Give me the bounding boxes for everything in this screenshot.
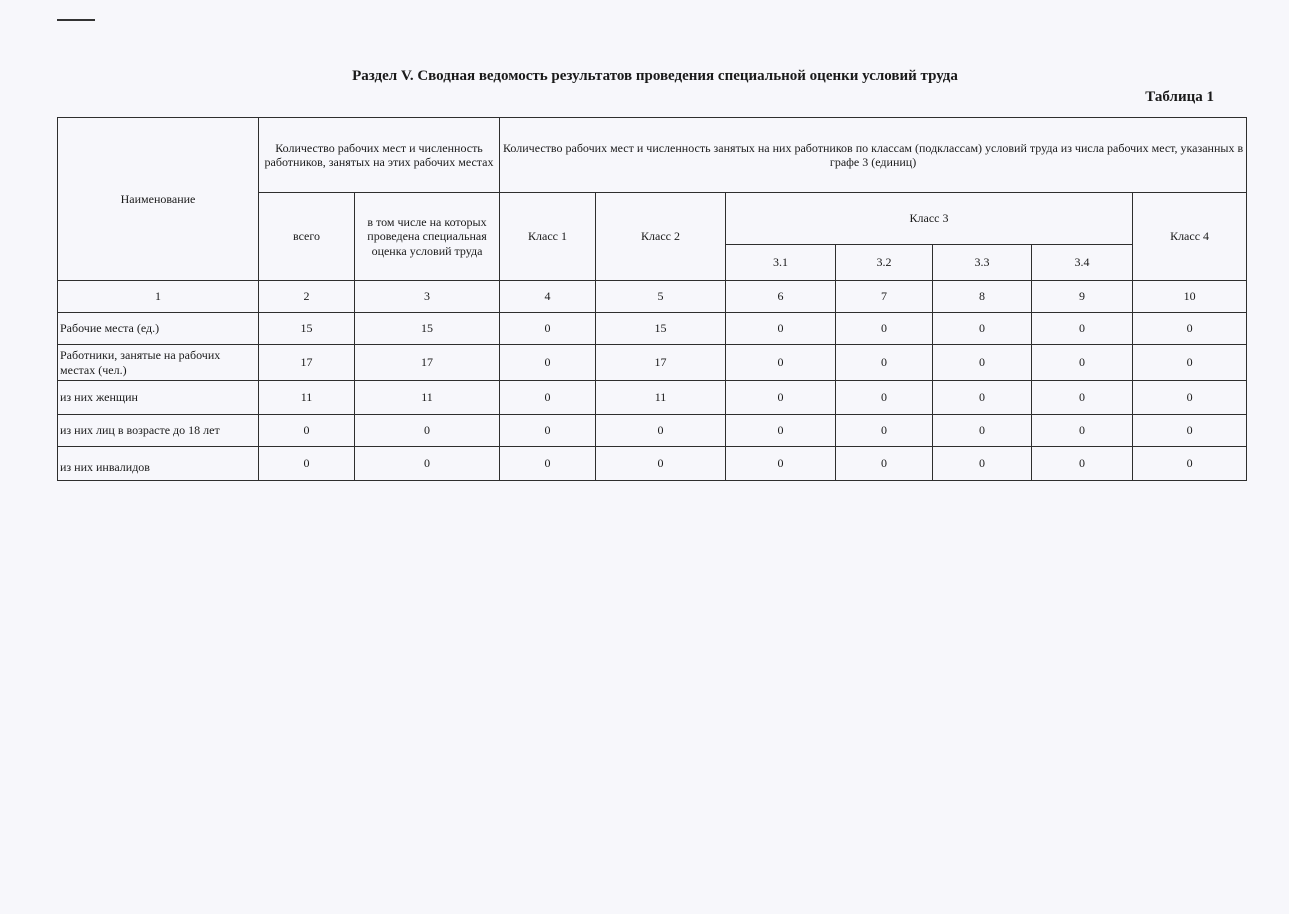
row-name: из них инвалидов: [58, 447, 259, 481]
table-row: [58, 381, 1247, 415]
table-cell: 0: [1133, 415, 1247, 447]
column-number: 9: [1032, 281, 1133, 313]
column-number: 6: [726, 281, 836, 313]
column-number-row: [58, 281, 1247, 313]
header-row-1: [58, 118, 1247, 193]
table-cell: 11: [355, 381, 500, 415]
table-cell: 0: [726, 313, 836, 345]
column-number: 5: [596, 281, 726, 313]
header-name: Наименование: [58, 118, 259, 281]
header-class4: Класс 4: [1133, 193, 1247, 281]
table-cell: 0: [933, 447, 1032, 481]
header-assessed: в том числе на которых проведена специальная оценка условий труда: [355, 193, 500, 281]
table-cell: 0: [1032, 313, 1133, 345]
header-sub-3-4: 3.4: [1032, 245, 1133, 281]
table-row: [58, 313, 1247, 345]
table-cell: 0: [933, 313, 1032, 345]
table-cell: 0: [259, 447, 355, 481]
header-class3: Класс 3: [726, 193, 1133, 245]
document-title: Раздел V. Сводная ведомость результатов проведения специальной оценки условий труда: [352, 68, 958, 84]
table-cell: 0: [1133, 313, 1247, 345]
header-workplaces-group: Количество рабочих мест и численность работников, занятых на этих рабочих местах: [259, 118, 500, 193]
table-cell: 0: [1032, 381, 1133, 415]
table-cell: 0: [500, 345, 596, 381]
header-class2: Класс 2: [596, 193, 726, 281]
table-row: [58, 447, 1247, 481]
table-cell: 0: [726, 345, 836, 381]
table-cell: 0: [500, 415, 596, 447]
row-name: Работники, занятые на рабочих местах (чел.): [58, 345, 259, 381]
table-cell: 0: [500, 447, 596, 481]
table-cell: 17: [596, 345, 726, 381]
table-cell: 0: [836, 313, 933, 345]
table-cell: 0: [933, 381, 1032, 415]
table-cell: 0: [355, 447, 500, 481]
table-cell: 0: [726, 381, 836, 415]
header-sub-3-3: 3.3: [933, 245, 1032, 281]
table-cell: 0: [596, 415, 726, 447]
table-cell: 0: [1032, 415, 1133, 447]
table-cell: 15: [596, 313, 726, 345]
column-number: 8: [933, 281, 1032, 313]
table-cell: 0: [836, 447, 933, 481]
table-cell: 0: [726, 447, 836, 481]
table-cell: 0: [500, 381, 596, 415]
summary-table: [57, 117, 1247, 481]
header-sub-3-2: 3.2: [836, 245, 933, 281]
table-cell: 15: [259, 313, 355, 345]
table-cell: 15: [355, 313, 500, 345]
column-number: 2: [259, 281, 355, 313]
column-number: 3: [355, 281, 500, 313]
header-total: всего: [259, 193, 355, 281]
table-cell: 11: [259, 381, 355, 415]
table-cell: 0: [500, 313, 596, 345]
table-cell: 0: [355, 415, 500, 447]
table-cell: 0: [1133, 345, 1247, 381]
row-name: из них женщин: [58, 381, 259, 415]
table-cell: 17: [259, 345, 355, 381]
row-name: из них лиц в возрасте до 18 лет: [58, 415, 259, 447]
header-classes-group: Количество рабочих мест и численность занятых на них работников по классам (подклассам) условий труда из числа рабочих мест, указанных в графе 3 (единиц): [500, 118, 1247, 193]
row-name: Рабочие места (ед.): [58, 313, 259, 345]
table-cell: 0: [933, 415, 1032, 447]
table-cell: 11: [596, 381, 726, 415]
table-row: [58, 415, 1247, 447]
table-cell: 0: [836, 345, 933, 381]
table-row: [58, 345, 1247, 381]
column-number: 10: [1133, 281, 1247, 313]
table-cell: 0: [259, 415, 355, 447]
column-number: 7: [836, 281, 933, 313]
header-sub-3-1: 3.1: [726, 245, 836, 281]
table-cell: 17: [355, 345, 500, 381]
table-cell: 0: [596, 447, 726, 481]
table-cell: 0: [1032, 447, 1133, 481]
table-cell: 0: [1032, 345, 1133, 381]
corner-mark: [57, 19, 95, 21]
table-cell: 0: [726, 415, 836, 447]
table-label: Таблица 1: [1145, 89, 1214, 105]
column-number: 1: [58, 281, 259, 313]
table-cell: 0: [836, 381, 933, 415]
table-cell: 0: [933, 345, 1032, 381]
header-class1: Класс 1: [500, 193, 596, 281]
table-cell: 0: [1133, 447, 1247, 481]
column-number: 4: [500, 281, 596, 313]
table-cell: 0: [836, 415, 933, 447]
table-cell: 0: [1133, 381, 1247, 415]
